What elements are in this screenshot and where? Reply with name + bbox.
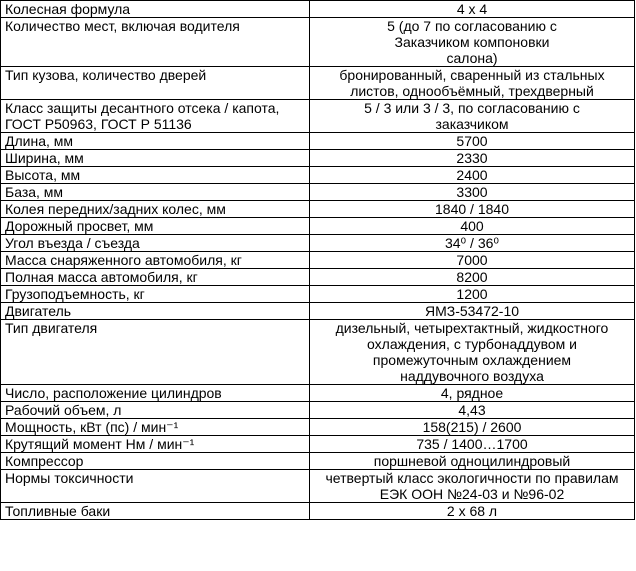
value-cell: 400	[310, 218, 635, 235]
value-cell: 7000	[310, 252, 635, 269]
param-cell: Полная масса автомобиля, кг	[1, 269, 310, 286]
param-cell: Двигатель	[1, 303, 310, 320]
table-row	[1, 303, 635, 320]
value-cell: 2 х 68 л	[310, 503, 635, 520]
param-cell: Угол въезда / съезда	[1, 235, 310, 252]
table-row	[1, 150, 635, 167]
table-row	[1, 235, 635, 252]
value-cell: 1200	[310, 286, 635, 303]
table-row	[1, 269, 635, 286]
param-cell: Компрессор	[1, 453, 310, 470]
table-row	[1, 286, 635, 303]
param-cell: Рабочий объем, л	[1, 402, 310, 419]
value-cell: 5700	[310, 133, 635, 150]
value-cell: четвертый класс экологичности по правилам ЕЭК ООН №24-03 и №96-02	[310, 470, 635, 503]
param-cell: Колесная формула	[1, 1, 310, 18]
table-row	[1, 436, 635, 453]
param-cell: База, мм	[1, 184, 310, 201]
value-cell: 3300	[310, 184, 635, 201]
param-cell: Количество мест, включая водителя	[1, 18, 310, 67]
value-cell: 1840 / 1840	[310, 201, 635, 218]
table-row	[1, 67, 635, 100]
table-row	[1, 320, 635, 385]
param-cell: Мощность, кВт (пс) / мин⁻¹	[1, 419, 310, 436]
param-cell: Число, расположение цилиндров	[1, 385, 310, 402]
param-cell: Тип двигателя	[1, 320, 310, 385]
param-cell: Ширина, мм	[1, 150, 310, 167]
param-cell: Масса снаряженного автомобиля, кг	[1, 252, 310, 269]
protection-class-label: Класс защиты десантного отсека / капота, ГОСТ Р50963, ГОСТ Р 51136	[5, 100, 280, 132]
table-row	[1, 470, 635, 503]
value-cell: 158(215) / 2600	[310, 419, 635, 436]
param-cell: Крутящий момент Нм / мин⁻¹	[1, 436, 310, 453]
table-row	[1, 453, 635, 470]
value-cell: 5 / 3 или 3 / 3, по согласованию с заказчиком	[310, 100, 635, 133]
table-row	[1, 184, 635, 201]
value-cell: 4, рядное	[310, 385, 635, 402]
table-row	[1, 100, 635, 133]
table-row	[1, 402, 635, 419]
value-cell: 34⁰ / 36⁰	[310, 235, 635, 252]
table-row	[1, 252, 635, 269]
value-cell: 4,43	[310, 402, 635, 419]
param-cell: Грузоподъемность, кг	[1, 286, 310, 303]
table-row	[1, 18, 635, 67]
param-cell: Топливные баки	[1, 503, 310, 520]
param-cell: Колея передних/задних колес, мм	[1, 201, 310, 218]
table-row	[1, 201, 635, 218]
value-cell: дизельный, четырехтактный, жидкостного охлаждения, с турбонаддувом и промежуточным охлаждением наддувочного воздуха	[310, 320, 635, 385]
param-cell: Нормы токсичности	[1, 470, 310, 503]
value-cell: 735 / 1400…1700	[310, 436, 635, 453]
table-row	[1, 167, 635, 184]
table-row	[1, 419, 635, 436]
value-cell: 8200	[310, 269, 635, 286]
value-cell: ЯМЗ-53472-10	[310, 303, 635, 320]
value-cell: 4 х 4	[310, 1, 635, 18]
table-row	[1, 218, 635, 235]
value-cell: 2330	[310, 150, 635, 167]
param-cell	[1, 100, 310, 133]
table-row	[1, 133, 635, 150]
value-cell: бронированный, сваренный из стальных листов, однообъёмный, трехдверный	[310, 67, 635, 100]
param-cell: Тип кузова, количество дверей	[1, 67, 310, 100]
table-row	[1, 385, 635, 402]
value-cell: 5 (до 7 по согласованию с Заказчиком компоновки салона)	[310, 18, 635, 67]
value-cell: поршневой одноцилиндровый	[310, 453, 635, 470]
table-row	[1, 503, 635, 520]
param-cell: Дорожный просвет, мм	[1, 218, 310, 235]
value-cell: 2400	[310, 167, 635, 184]
param-cell: Длина, мм	[1, 133, 310, 150]
param-cell: Высота, мм	[1, 167, 310, 184]
table-row	[1, 1, 635, 18]
